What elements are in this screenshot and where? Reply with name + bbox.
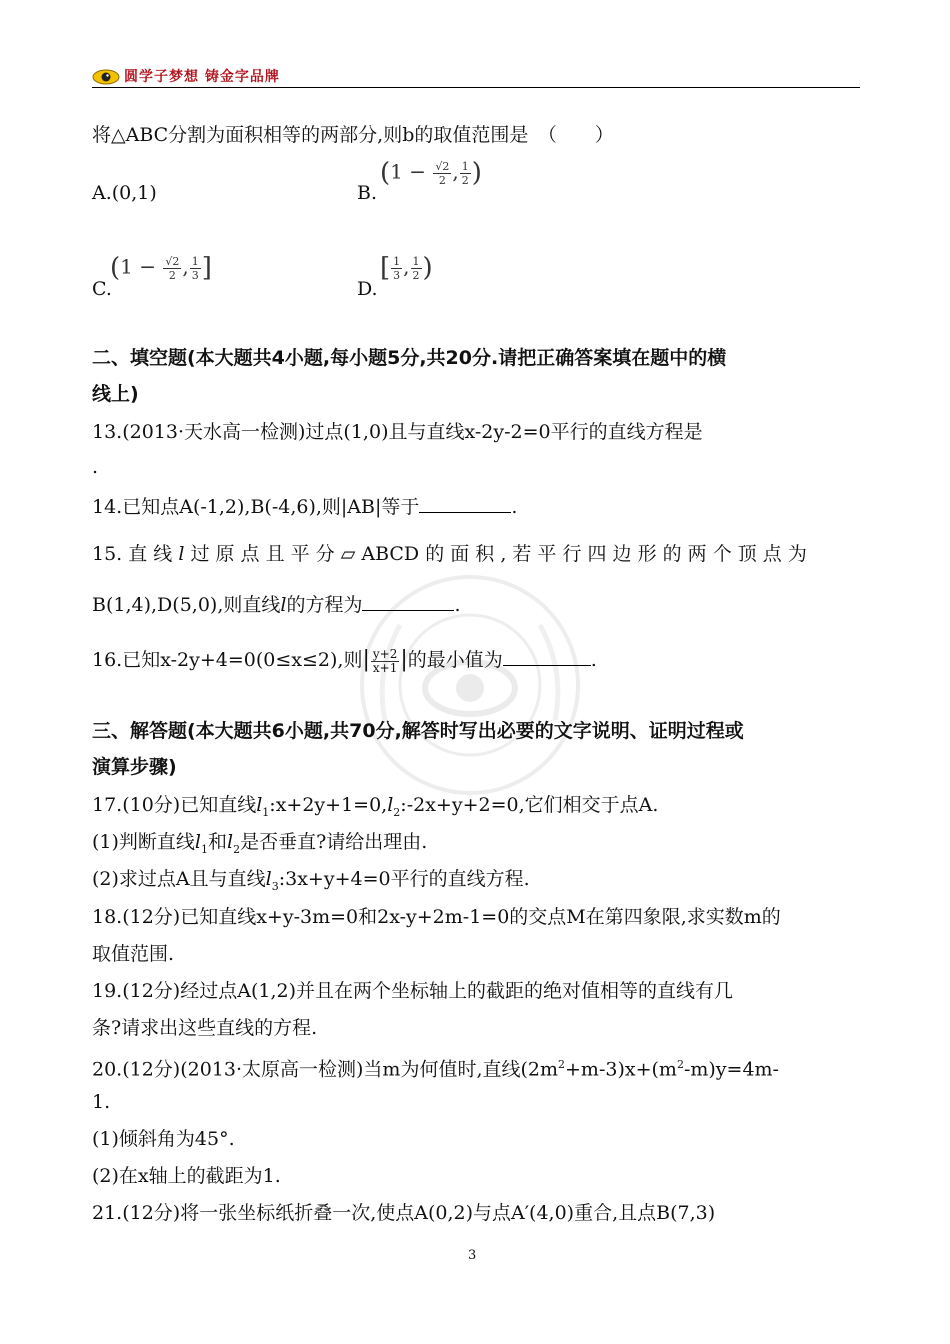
q14 (92, 492, 517, 520)
q19-line1: 19.(12分)经过点A(1,2)并且在两个坐标轴上的截距的绝对值相等的直线有几 (92, 980, 733, 1002)
section-3-title-line1: 三、解答题(本大题共6小题,共70分,解答时写出必要的文字说明、证明过程或 (92, 720, 744, 742)
q15-blank (362, 590, 454, 611)
q13-line2: . (92, 456, 99, 478)
q16-text-a: 16.已知x-2y+4=0(0≤x≤2),则 (92, 649, 363, 671)
q16-fraction: $\frac{y+2}{x+1}$ (372, 646, 398, 675)
q16-end: . (590, 649, 597, 671)
option-b-formula: (1 − $\frac{√2}{2}$ , $\frac{1}{2}$ ) (380, 158, 482, 188)
option-c-label: C. (92, 278, 112, 300)
q15-line2-a: B(1,4),D(5,0),则直线 (92, 594, 281, 616)
q15-line2-b: 的方程为 (286, 594, 363, 616)
q15-line1 (92, 541, 807, 567)
q20-line3: (1)倾斜角为45°. (92, 1128, 235, 1150)
q14-end: . (511, 496, 518, 518)
q16: 16.已知x-2y+4=0(0≤x≤2),则| $\frac{y+2}{x+1}$ |的最小值为 . (92, 646, 597, 675)
q16-blank (503, 645, 591, 666)
q15-line2 (92, 590, 461, 618)
q18-line1: 18.(12分)已知直线x+y-3m=0和2x-y+2m-1=0的交点M在第四象限,求实数m的 (92, 906, 781, 928)
q17-line2: (1)判断直线$l_1$和$l_2$是否垂直?请给出理由. (92, 831, 428, 856)
q13-line1: 13.(2013·天水高一检测)过点(1,0)且与直线x-2y-2=0平行的直线方程是 (92, 421, 703, 443)
section-2-title-line1: 二、填空题(本大题共4小题,每小题5分,共20分.请把正确答案填在题中的横 (92, 347, 727, 369)
q15-line1-b: 过 原 点 且 平 分 ▱ ABCD 的 面 积 , 若 平 行 四 边 形 的 两 个 顶 点 为 (184, 543, 807, 565)
q12-stem-tail: 将△ABC分割为面积相等的两部分,则b的取值范围是 （ ） (92, 124, 614, 146)
option-d-label: D. (357, 278, 378, 300)
header-slogan: 圆学子梦想 铸金字品牌 (124, 69, 280, 85)
q16-text-b: 的最小值为 (407, 649, 503, 671)
q21-line1: 21.(12分)将一张坐标纸折叠一次,使点A(0,2)与点A′(4,0)重合,且点B(7,3) (92, 1202, 716, 1224)
option-c-formula: (1 − $\frac{√2}{2}$ , $\frac{1}{3}$ ] (110, 253, 212, 283)
option-a: A.(0,1) (92, 182, 157, 204)
q15-end: . (454, 594, 461, 616)
section-2-title-line2: 线上) (92, 383, 139, 405)
q20-line4: (2)在x轴上的截距为1. (92, 1165, 281, 1187)
option-b-label: B. (357, 182, 378, 204)
option-d-formula: [ $\frac{1}{3}$ , $\frac{1}{2}$ ) (380, 253, 433, 283)
q17-line3: (2)求过点A且与直线$l_3:3x+y+4=0$平行的直线方程. (92, 868, 530, 893)
page-header (92, 64, 860, 90)
q20-line2: 1. (92, 1091, 111, 1113)
section-3-title-line2: 演算步骤) (92, 756, 177, 778)
q17-line1: 17.(10分)已知直线$l_1:x+2y+1=0,l_2:-2x+y+2=0$,它们相交于点A. (92, 794, 659, 819)
q18-line2: 取值范围. (92, 943, 175, 965)
q15-line1-a: 15. 直 线 (92, 543, 179, 565)
q15-l2: l (280, 594, 287, 616)
eye-logo-icon (92, 66, 120, 86)
q15-l: l (178, 543, 185, 565)
header-rule (92, 87, 860, 88)
q14-text: 14.已知点A(-1,2),B(-4,6),则|AB|等于 (92, 496, 420, 518)
q19-line2: 条?请求出这些直线的方程. (92, 1017, 318, 1039)
q14-blank (419, 492, 511, 513)
page-number: 3 (468, 1248, 477, 1263)
q20-line1: 20.(12分)(2013·太原高一检测)当m为何值时,直线$(2m^2+m-3)x+(m^2-m)y=4m-$ (92, 1058, 779, 1081)
